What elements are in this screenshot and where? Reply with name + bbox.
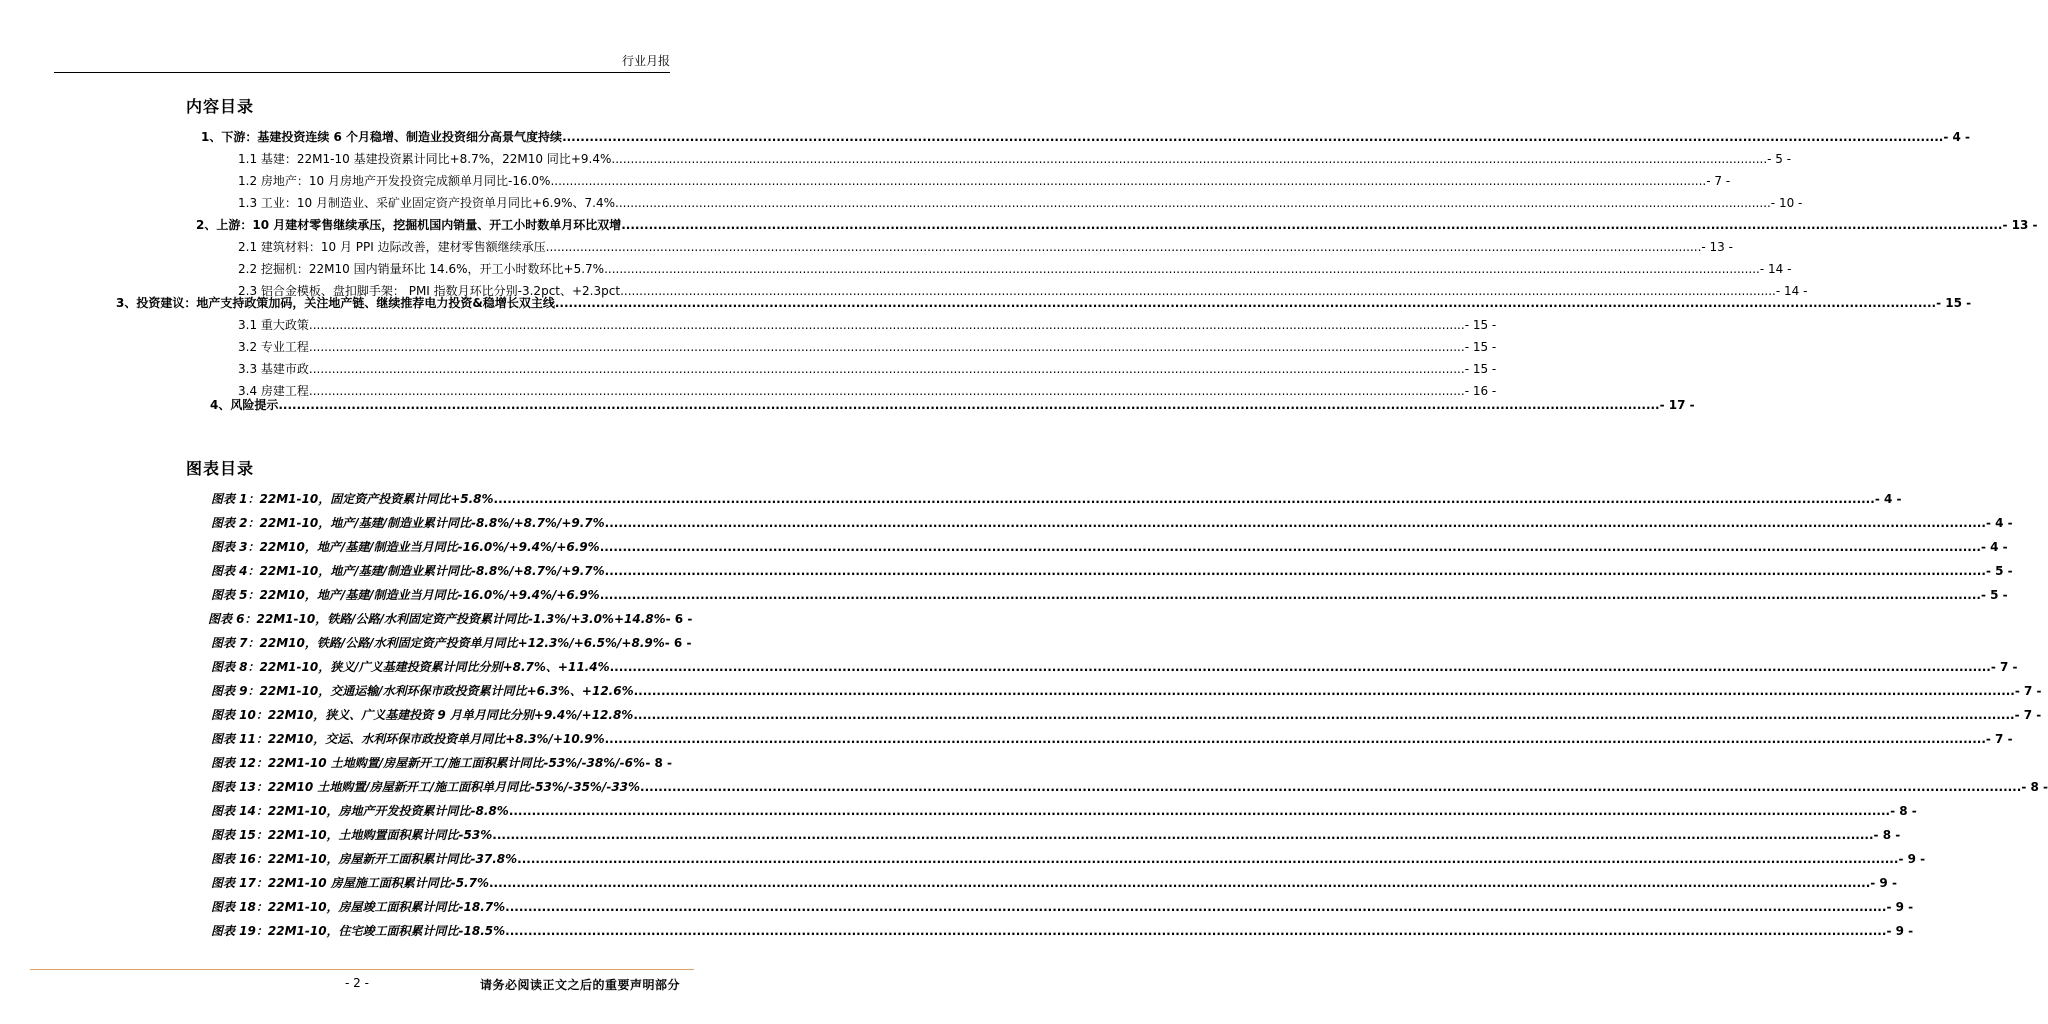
figure-page-number: - 7 - [2014,708,2042,722]
toc-leader [634,682,2015,700]
toc-page-number: - 14 - [1775,284,1808,298]
toc-page-number: - 4 - [1943,130,1970,144]
figure-page-number: - 8 - [2021,780,2048,794]
figure-page-number: - 8 - [645,756,672,770]
toc-title: 内容目录 [186,97,255,116]
figure-entry-text: 图表 14：22M1-10，房地产开发投资累计同比-8.8% [211,804,509,818]
figure-entry[interactable] [211,514,2013,532]
toc-leader [505,922,1886,940]
toc-entry[interactable] [116,294,1972,312]
toc-page-number: - 13 - [1701,240,1733,254]
figure-entry[interactable] [211,682,2042,700]
toc-leader [633,706,2014,724]
toc-entry-text: 2.3 铝合金模板、盘扣脚手架： PMI 指数月环比分别-3.2pct、+2.3pct [238,284,621,298]
figure-page-number: - 4 - [1985,516,2013,530]
figure-entry[interactable] [211,802,1917,820]
toc-leader [600,538,1981,556]
toc-entry-text: 4、风险提示 [210,398,279,412]
figure-page-number: - 9 - [1898,852,1926,866]
figure-entry[interactable] [211,922,1914,940]
toc-page-number: - 15 - [1936,296,1972,310]
toc-leader [309,360,1465,378]
toc-entry[interactable] [201,128,1970,146]
toc-entry-text: 3.2 专业工程 [238,340,309,354]
toc-entry-text: 3.3 基建市政 [238,362,309,376]
figures-title: 图表目录 [186,459,255,478]
figure-entry-text: 图表 15：22M1-10，土地购置面积累计同比-53% [211,828,493,842]
toc-leader [492,826,1873,844]
toc-leader [509,802,1890,820]
toc-leader [550,172,1706,190]
figure-page-number: - 9 - [1886,900,1914,914]
figure-page-number: - 7 - [1985,732,2013,746]
toc-leader [605,514,1986,532]
toc-page-number: - 14 - [1759,262,1792,276]
figure-entry[interactable] [211,850,1926,868]
toc-leader [309,338,1465,356]
toc-entry[interactable] [238,194,1803,212]
figure-page-number: - 7 - [2014,684,2042,698]
toc-leader [489,874,1870,892]
toc-leader [615,194,1771,212]
figure-page-number: - 8 - [1890,804,1917,818]
toc-leader [610,658,1991,676]
toc-entry[interactable] [238,338,1497,356]
figure-entry-text: 图表 16：22M1-10，房屋新开工面积累计同比-37.8% [211,852,518,866]
toc-page-number: - 15 - [1464,340,1497,354]
toc-entry[interactable] [238,172,1731,190]
figure-entry-text: 图表 11：22M10，交运、水利环保市政投资单月同比+8.3%/+10.9% [211,732,605,746]
figure-entry-text: 图表 17：22M1-10 房屋施工面积累计同比-5.7% [211,876,489,890]
toc-leader [309,316,1465,334]
header-label: 行业月报 [621,54,670,68]
toc-leader [278,396,1659,414]
figure-page-number: - 9 - [1870,876,1897,890]
figure-entry[interactable] [211,538,2008,556]
toc-leader [505,898,1886,916]
figure-entry[interactable] [211,706,2042,724]
toc-entry[interactable] [238,238,1733,256]
figure-entry-text: 图表 3：22M10，地产/基建/制造业当月同比-16.0%/+9.4%/+6.9% [211,540,600,554]
figure-page-number: - 8 - [1873,828,1901,842]
toc-entry-text: 2.2 挖掘机：22M10 国内销量环比 14.6%，开工小时数环比+5.7% [238,262,605,276]
toc-leader [546,238,1702,256]
toc-leader [605,730,1986,748]
toc-entry-text: 1.2 房地产：10 月房地产开发投资完成额单月同比-16.0% [238,174,551,188]
toc-page-number: - 10 - [1770,196,1803,210]
toc-leader [611,150,1767,168]
figure-page-number: - 6 - [664,636,692,650]
toc-entry-text: 3.4 房建工程 [238,384,309,398]
toc-leader [494,490,1875,508]
toc-entry[interactable] [210,396,1695,414]
toc-entry[interactable] [238,316,1497,334]
toc-entry-text: 3.1 重大政策 [238,318,309,332]
figure-entry[interactable] [211,586,2008,604]
figure-entry-text: 图表 6：22M1-10，铁路/公路/水利固定资产投资累计同比-1.3%/+3.0%+14.8% [208,612,666,626]
toc-entry-text: 3、投资建议：地产支持政策加码，关注地产链、继续推荐电力投资&稳增长双主线 [116,296,555,310]
toc-page-number: - 16 - [1464,384,1497,398]
figure-entry[interactable] [211,754,672,772]
figure-entry-text: 图表 8：22M1-10，狭义/广义基建投资累计同比分别+8.7%、+11.4% [211,660,610,674]
figure-entry[interactable] [211,778,2048,796]
figure-entry-text: 图表 7：22M10，铁路/公路/水利固定资产投资单月同比+12.3%/+6.5%/+8.9% [211,636,665,650]
figure-page-number: - 6 - [665,612,693,626]
figure-entry[interactable] [211,826,1901,844]
figure-entry[interactable] [211,562,2013,580]
figure-entry-text: 图表 19：22M1-10，住宅竣工面积累计同比-18.5% [211,924,506,938]
toc-entry[interactable] [196,216,2038,234]
figure-entry-text: 图表 10：22M10，狭义、广义基建投资 9 月单月同比分别+9.4%/+12.8% [211,708,634,722]
figure-entry-text: 图表 2：22M1-10，地产/基建/制造业累计同比-8.8%/+8.7%/+9.7% [211,516,605,530]
figure-page-number: - 4 - [1980,540,2008,554]
toc-entry-text: 2.1 建筑材料：10 月 PPI 边际改善，建材零售额继续承压 [238,240,546,254]
toc-page-number: - 15 - [1464,362,1497,376]
figure-entry-text: 图表 9：22M1-10，交通运输/水利环保市政投资累计同比+6.3%、+12.6% [211,684,634,698]
figure-entry[interactable] [211,490,1902,508]
toc-entry-text: 2、上游：10 月建材零售继续承压，挖掘机国内销量、开工小时数单月环比双增 [196,218,622,232]
footer-page-number: - 2 - [345,976,369,990]
toc-entry-text: 1.3 工业：10 月制造业、采矿业固定资产投资单月同比+6.9%、7.4% [238,196,616,210]
footer-rule [30,969,694,970]
toc-entry-text: 1、下游：基建投资连续 6 个月稳增、制造业投资细分高景气度持续 [201,130,563,144]
figure-entry-text: 图表 5：22M10，地产/基建/制造业当月同比-16.0%/+9.4%/+6.9% [211,588,600,602]
toc-leader [605,562,1986,580]
figure-page-number: - 5 - [1980,588,2008,602]
figure-entry[interactable] [211,730,2013,748]
figure-entry-text: 图表 12：22M1-10 土地购置/房屋新开工/施工面积累计同比-53%/-38%/-6% [211,756,646,770]
figure-page-number: - 9 - [1886,924,1914,938]
toc-leader [600,586,1981,604]
figure-entry[interactable] [208,610,693,628]
figure-entry-text: 图表 18：22M1-10，房屋竣工面积累计同比-18.7% [211,900,506,914]
toc-leader [621,216,2002,234]
toc-leader [562,128,1943,146]
figure-entry-text: 图表 1：22M1-10，固定资产投资累计同比+5.8% [211,492,494,506]
toc-leader [640,778,2021,796]
toc-page-number: - 7 - [1706,174,1731,188]
figure-page-number: - 4 - [1874,492,1902,506]
toc-leader [555,294,1936,312]
figure-entry[interactable] [211,634,692,652]
figure-entry[interactable] [211,874,1897,892]
figure-entry-text: 图表 4：22M1-10，地产/基建/制造业累计同比-8.8%/+8.7%/+9.7% [211,564,605,578]
toc-page-number: - 17 - [1659,398,1695,412]
figure-page-number: - 7 - [1990,660,2018,674]
toc-page-number: - 15 - [1464,318,1497,332]
toc-leader [517,850,1898,868]
footer-disclaimer: 请务必阅读正文之后的重要声明部分 [479,978,680,992]
figure-entry[interactable] [211,658,2018,676]
toc-entry-text: 1.1 基建：22M1-10 基建投资累计同比+8.7%，22M10 同比+9.4% [238,152,612,166]
figure-entry[interactable] [211,898,1914,916]
header-rule [54,72,670,73]
toc-entry[interactable] [238,360,1497,378]
toc-leader [604,260,1760,278]
toc-entry[interactable] [238,150,1792,168]
toc-page-number: - 5 - [1767,152,1792,166]
toc-entry[interactable] [238,260,1792,278]
toc-page-number: - 13 - [2002,218,2038,232]
figure-entry-text: 图表 13：22M10 土地购置/房屋新开工/施工面积单月同比-53%/-35%/-33% [211,780,641,794]
figure-page-number: - 5 - [1985,564,2013,578]
